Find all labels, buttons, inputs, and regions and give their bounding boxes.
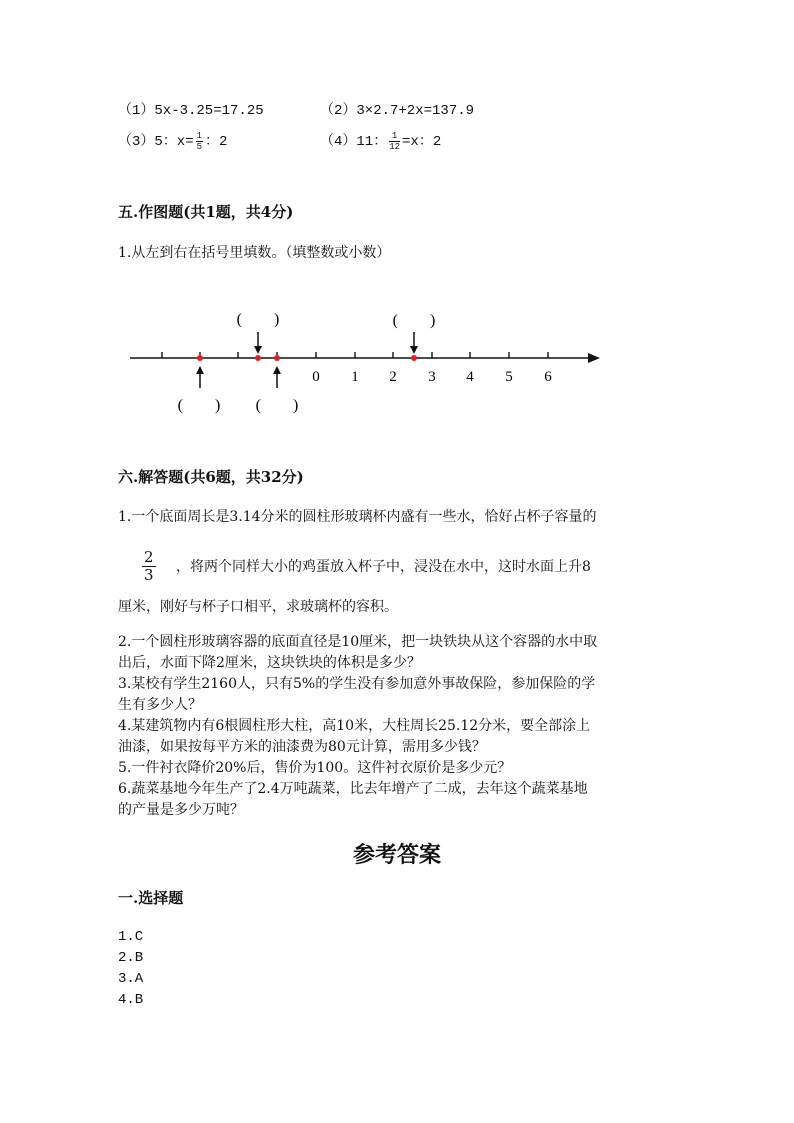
point-a <box>197 355 203 361</box>
answer-item-2: 2.B <box>118 950 144 966</box>
problem-2-line-1: 2.一个圆柱形玻璃容器的底面直径是10厘米，把一块铁块从这个容器的水中取 <box>118 634 598 650</box>
answers-title: 参考答案 <box>352 842 441 868</box>
answer-item-1: 1.C <box>118 929 144 945</box>
fraction-denominator: 3 <box>144 566 154 584</box>
arrowhead-up-c <box>273 366 281 374</box>
number-line-ticks <box>162 352 548 358</box>
equation-3 <box>118 130 227 152</box>
problem-1-line-2: ，将两个同样大小的鸡蛋放入杯子中，浸没在水中，这时水面上升8 <box>176 559 591 575</box>
problem-1-line-3: 厘米，刚好与杯子口相平，求玻璃杯的容积。 <box>118 599 398 615</box>
tick-label-0: 0 <box>312 369 320 385</box>
point-d <box>411 355 417 361</box>
arrowhead-down-d <box>410 346 418 354</box>
point-b <box>255 355 261 361</box>
fraction-numerator: 1 <box>196 130 203 141</box>
fraction-denominator: 12 <box>389 141 401 152</box>
answer-blank-top-left: ( ) <box>236 311 280 328</box>
problem-6-line-2: 的产量是多少万吨？ <box>118 802 244 818</box>
equation-4-fraction <box>389 131 400 152</box>
arrowhead-down-b <box>254 346 262 354</box>
section-6-heading: 六.解答题(共6题，共32分) <box>118 468 304 486</box>
tick-label-2: 2 <box>389 369 397 385</box>
problem-6-line-1: 6.蔬菜基地今年生产了2.4万吨蔬菜，比去年增产了二成，去年这个蔬菜基地 <box>118 781 588 797</box>
tick-label-1: 1 <box>351 369 359 385</box>
answer-blank-bottom-right: ( ) <box>255 397 299 414</box>
equation-3-fraction <box>196 131 203 152</box>
problem-1-line-1: 1.一个底面周长是3.14分米的圆柱形玻璃杯内盛有一些水，恰好占杯子容量的 <box>118 509 597 525</box>
answer-item-4: 4.B <box>118 992 144 1008</box>
equation-4-suffix: =x：2 <box>402 134 442 150</box>
problem-4-line-1: 4.某建筑物内有6根圆柱形大柱，高10米，大柱周长25.12分米，要全部涂上 <box>118 718 591 734</box>
equation-1: （1）5x-3.25=17.25 <box>118 103 264 119</box>
tick-label-5: 5 <box>505 369 513 385</box>
problem-2-line-2: 出后，水面下降2厘米，这块铁块的体积是多少？ <box>118 655 421 671</box>
problem-1-fraction <box>142 549 156 584</box>
equation-3-prefix: （3）5：x= <box>118 134 194 150</box>
fraction-numerator: 1 <box>389 131 400 142</box>
equation-4-prefix: （4）11： <box>320 134 388 150</box>
problem-4-line-2: 油漆，如果按每平方米的油漆费为80元计算，需用多少钱？ <box>118 739 486 755</box>
number-line-arrowhead <box>588 353 600 363</box>
arrowhead-up-a <box>196 366 204 374</box>
tick-label-6: 6 <box>544 369 552 385</box>
number-line-figure <box>0 290 794 430</box>
fraction-numerator: 2 <box>144 548 154 566</box>
answers-section-1-heading: 一.选择题 <box>118 889 184 907</box>
fraction-denominator: 5 <box>196 141 203 152</box>
section-5-question-1: 1.从左到右在括号里填数。（填整数或小数） <box>118 245 391 261</box>
point-c <box>274 355 280 361</box>
tick-label-4: 4 <box>466 369 474 385</box>
equation-3-suffix: ：2 <box>205 134 228 150</box>
equation-4 <box>320 130 441 152</box>
problem-5: 5.一件衬衣降价20%后，售价为100。这件衬衣原价是多少元？ <box>118 760 512 776</box>
problem-3-line-2: 生有多少人？ <box>118 697 202 713</box>
problem-3-line-1: 3.某校有学生2160人，只有5%的学生没有参加意外事故保险，参加保险的学 <box>118 676 596 692</box>
answer-blank-top-right: ( ) <box>392 312 436 329</box>
answer-item-3: 3.A <box>118 971 144 987</box>
answer-blank-bottom-left: ( ) <box>177 397 221 414</box>
section-5-heading: 五.作图题(共1题，共4分) <box>118 203 294 221</box>
tick-label-3: 3 <box>428 369 436 385</box>
equation-2: （2）3×2.7+2x=137.9 <box>320 103 475 119</box>
